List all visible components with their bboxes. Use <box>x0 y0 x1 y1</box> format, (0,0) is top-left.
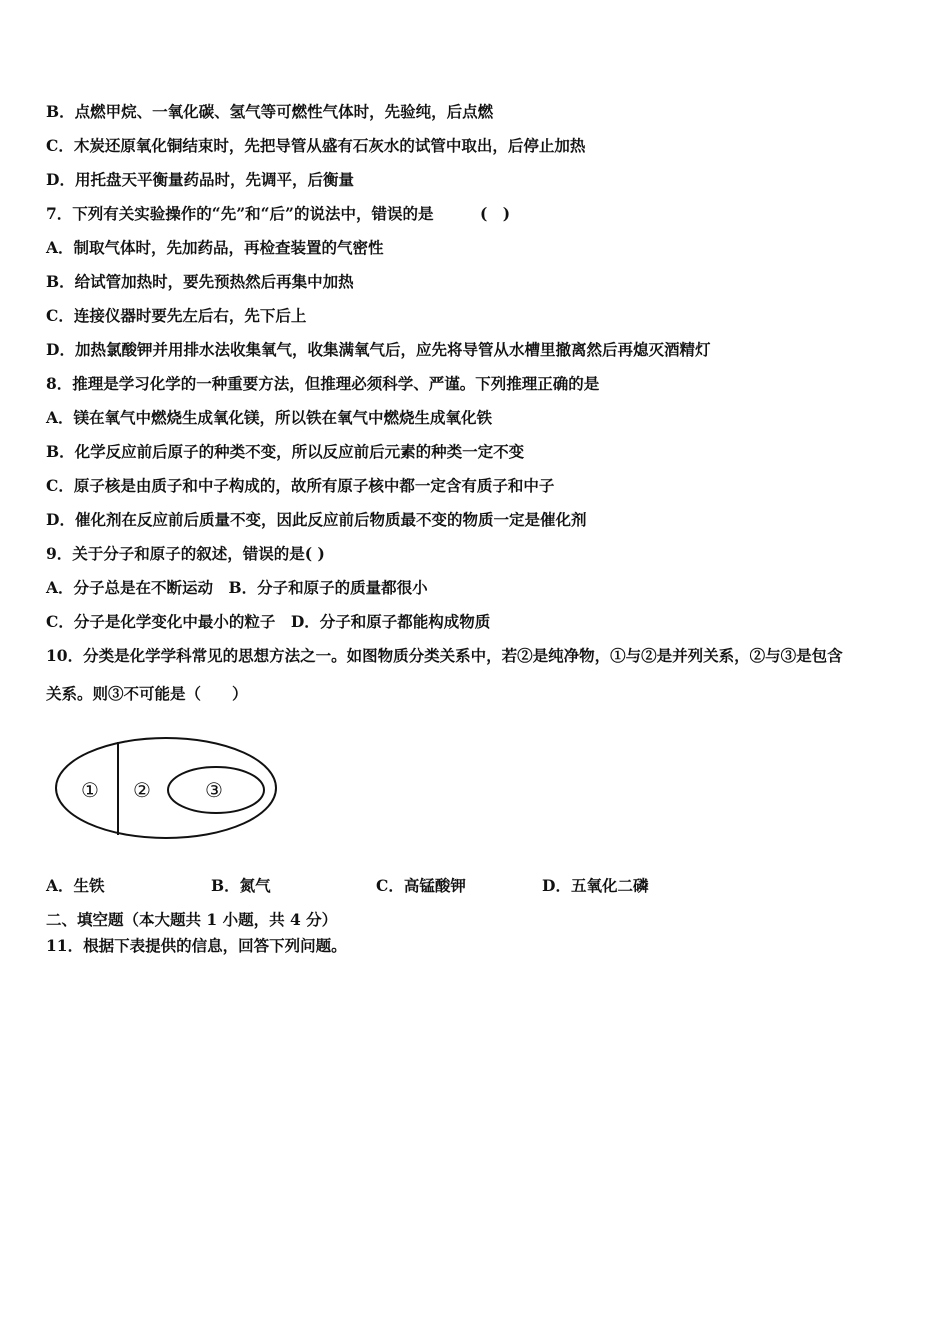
q7-option-d: D．加热氯酸钾并用排水法收集氧气，收集满氧气后，应先将导管从水槽里撤离然后再熄灭酒精灯 <box>46 340 711 359</box>
diagram-label-3: ③ <box>205 778 223 802</box>
q6-option-c: C．木炭还原氧化铜结束时，先把导管从盛有石灰水的试管中取出，后停止加热 <box>46 136 586 155</box>
q9-options-cd: C．分子是化学变化中最小的粒子 D．分子和原子都能构成物质 <box>46 612 491 631</box>
q8-option-a: A．镁在氧气中燃烧生成氧化镁，所以铁在氧气中燃烧生成氧化铁 <box>46 408 493 427</box>
q9-options-ab: A．分子总是在不断运动 B．分子和原子的质量都很小 <box>46 578 428 597</box>
classification-diagram <box>50 734 282 842</box>
q9-stem: 9．关于分子和原子的叙述，错误的是( ) <box>46 544 325 563</box>
q10-option-d: D．五氧化二磷 <box>542 876 649 895</box>
section-2-heading: 二、填空题（本大题共 1 小题，共 4 分） <box>46 910 338 929</box>
q6-option-d: D．用托盘天平衡量药品时，先调平，后衡量 <box>46 170 354 189</box>
q6-option-b: B．点燃甲烷、一氧化碳、氢气等可燃性气体时，先验纯，后点燃 <box>46 102 494 121</box>
q10-stem-line1: 10．分类是化学学科常见的思想方法之一。如图物质分类关系中，若②是纯净物，①与②是并列关系，②与③是包含 <box>46 646 843 665</box>
q7-option-a: A．制取气体时，先加药品，再检查装置的气密性 <box>46 238 384 257</box>
q8-option-c: C．原子核是由质子和中子构成的，故所有原子核中都一定含有质子和中子 <box>46 476 555 495</box>
q7-option-b: B．给试管加热时，要先预热然后再集中加热 <box>46 272 354 291</box>
q7-option-c: C．连接仪器时要先左后右，先下后上 <box>46 306 307 325</box>
q8-option-b: B．化学反应前后原子的种类不变，所以反应前后元素的种类一定不变 <box>46 442 525 461</box>
q10-option-a: A．生铁 <box>46 876 105 895</box>
q10-options <box>46 876 746 896</box>
q10-stem-line2: 关系。则③不可能是（ ） <box>46 684 248 703</box>
diagram-label-2: ② <box>133 778 151 802</box>
q10-option-c: C．高锰酸钾 <box>376 876 466 895</box>
q11-stem: 11．根据下表提供的信息，回答下列问题。 <box>46 936 347 955</box>
diagram-label-1: ① <box>81 778 99 802</box>
q7-stem: 7．下列有关实验操作的“先”和“后”的说法中，错误的是 ( ) <box>46 204 511 223</box>
q8-option-d: D．催化剂在反应前后质量不变，因此反应前后物质最不变的物质一定是催化剂 <box>46 510 587 529</box>
q10-option-b: B．氮气 <box>211 876 271 895</box>
q8-stem: 8．推理是学习化学的一种重要方法，但推理必须科学、严谨。下列推理正确的是 <box>46 374 600 393</box>
